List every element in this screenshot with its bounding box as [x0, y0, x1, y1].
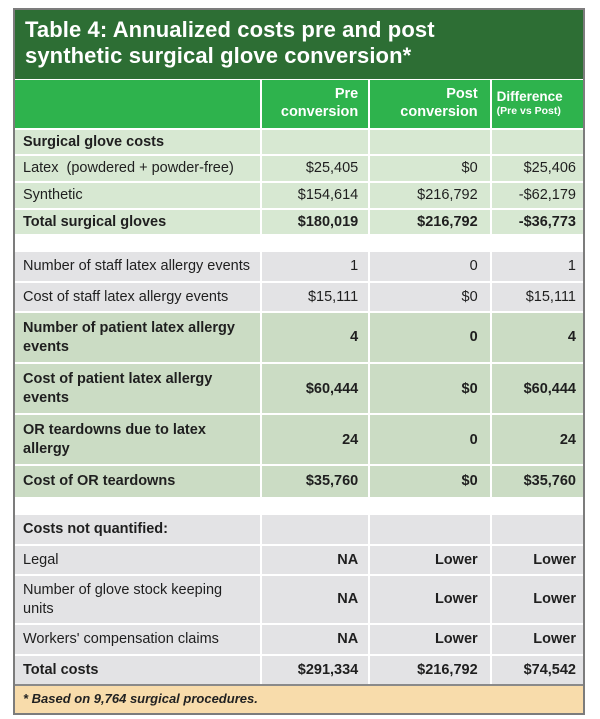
header-difference: [490, 80, 583, 128]
header-post-conversion: Post conversion: [368, 80, 489, 128]
table-title-band: [15, 10, 583, 80]
footnote-text: * Based on 9,764 surgical procedures.: [23, 691, 258, 707]
value-cell-pre: $180,019: [260, 208, 368, 235]
costs-table: [15, 80, 583, 684]
row-label-cell: Costs not quantified:: [15, 513, 260, 544]
table-title-line1: Table 4: Annualized costs pre and post: [25, 17, 435, 42]
value-cell-post: 0: [368, 413, 489, 464]
table-row: [15, 574, 583, 623]
table-row: [15, 128, 583, 155]
value-cell-pre: $154,614: [260, 181, 368, 208]
row-label-cell: Total surgical gloves: [15, 208, 260, 235]
spacer-row: [15, 234, 583, 250]
value-cell-pre: NA: [260, 544, 368, 575]
value-cell-pre: $35,760: [260, 464, 368, 497]
table-frame: [13, 8, 585, 715]
table-row: [15, 250, 583, 281]
table-row: [15, 362, 583, 413]
row-label-cell: Latex (powdered + powder-free): [15, 154, 260, 181]
value-cell-pre: $15,111: [260, 281, 368, 312]
row-label-cell: Number of glove stock keeping units: [15, 574, 260, 623]
value-cell-diff: [490, 128, 583, 155]
row-label-cell: Workers' compensation claims: [15, 623, 260, 654]
value-cell-pre: $291,334: [260, 654, 368, 685]
table-row: [15, 208, 583, 235]
row-label-cell: Legal: [15, 544, 260, 575]
value-cell-diff: $15,111: [490, 281, 583, 312]
row-label-cell: Number of staff latex allergy events: [15, 250, 260, 281]
value-cell-diff: $74,542: [490, 654, 583, 685]
table-row: [15, 154, 583, 181]
value-cell-pre: 24: [260, 413, 368, 464]
table-row: [15, 311, 583, 362]
value-cell-pre: [260, 128, 368, 155]
table-row: [15, 413, 583, 464]
corner-header-cell: [15, 80, 260, 128]
table-row: [15, 464, 583, 497]
value-cell-post: Lower: [368, 623, 489, 654]
value-cell-post: $0: [368, 362, 489, 413]
spacer-cell: [15, 234, 583, 250]
value-cell-post: [368, 513, 489, 544]
value-cell-diff: $35,760: [490, 464, 583, 497]
row-label-cell: Cost of patient latex allergy events: [15, 362, 260, 413]
value-cell-diff: -$62,179: [490, 181, 583, 208]
row-label-cell: Surgical glove costs: [15, 128, 260, 155]
value-cell-post: $0: [368, 154, 489, 181]
value-cell-post: $0: [368, 464, 489, 497]
value-cell-pre: NA: [260, 623, 368, 654]
header-row: [15, 80, 583, 128]
row-label-cell: Total costs: [15, 654, 260, 685]
value-cell-post: $216,792: [368, 181, 489, 208]
value-cell-pre: NA: [260, 574, 368, 623]
value-cell-post: [368, 128, 489, 155]
row-label-cell: OR teardowns due to latex allergy: [15, 413, 260, 464]
value-cell-pre: $60,444: [260, 362, 368, 413]
value-cell-diff: Lower: [490, 544, 583, 575]
row-label-cell: Cost of staff latex allergy events: [15, 281, 260, 312]
value-cell-post: $216,792: [368, 654, 489, 685]
table-row: [15, 281, 583, 312]
value-cell-diff: $25,406: [490, 154, 583, 181]
value-cell-pre: 4: [260, 311, 368, 362]
value-cell-post: 0: [368, 250, 489, 281]
table-row: [15, 181, 583, 208]
table-row: [15, 513, 583, 544]
header-difference-line1: Difference: [496, 89, 563, 105]
value-cell-pre: [260, 513, 368, 544]
value-cell-post: 0: [368, 311, 489, 362]
value-cell-diff: 1: [490, 250, 583, 281]
value-cell-diff: [490, 513, 583, 544]
header-difference-line2: (Pre vs Post): [496, 104, 561, 117]
value-cell-post: $0: [368, 281, 489, 312]
table-row: [15, 654, 583, 685]
header-pre-conversion: Pre conversion: [260, 80, 368, 128]
value-cell-diff: $60,444: [490, 362, 583, 413]
value-cell-diff: Lower: [490, 623, 583, 654]
table-header: [15, 80, 583, 128]
spacer-cell: [15, 497, 583, 513]
spacer-row: [15, 497, 583, 513]
value-cell-diff: 4: [490, 311, 583, 362]
row-label-cell: Number of patient latex allergy events: [15, 311, 260, 362]
row-label-cell: Synthetic: [15, 181, 260, 208]
table-row: [15, 544, 583, 575]
value-cell-post: Lower: [368, 544, 489, 575]
table-title-line2: synthetic surgical glove conversion*: [25, 43, 412, 69]
value-cell-pre: 1: [260, 250, 368, 281]
value-cell-diff: 24: [490, 413, 583, 464]
value-cell-diff: Lower: [490, 574, 583, 623]
value-cell-pre: $25,405: [260, 154, 368, 181]
value-cell-diff: -$36,773: [490, 208, 583, 235]
row-label-cell: Cost of OR teardowns: [15, 464, 260, 497]
footnote-band: [15, 684, 583, 713]
value-cell-post: $216,792: [368, 208, 489, 235]
value-cell-post: Lower: [368, 574, 489, 623]
table-body: [15, 128, 583, 684]
table-row: [15, 623, 583, 654]
